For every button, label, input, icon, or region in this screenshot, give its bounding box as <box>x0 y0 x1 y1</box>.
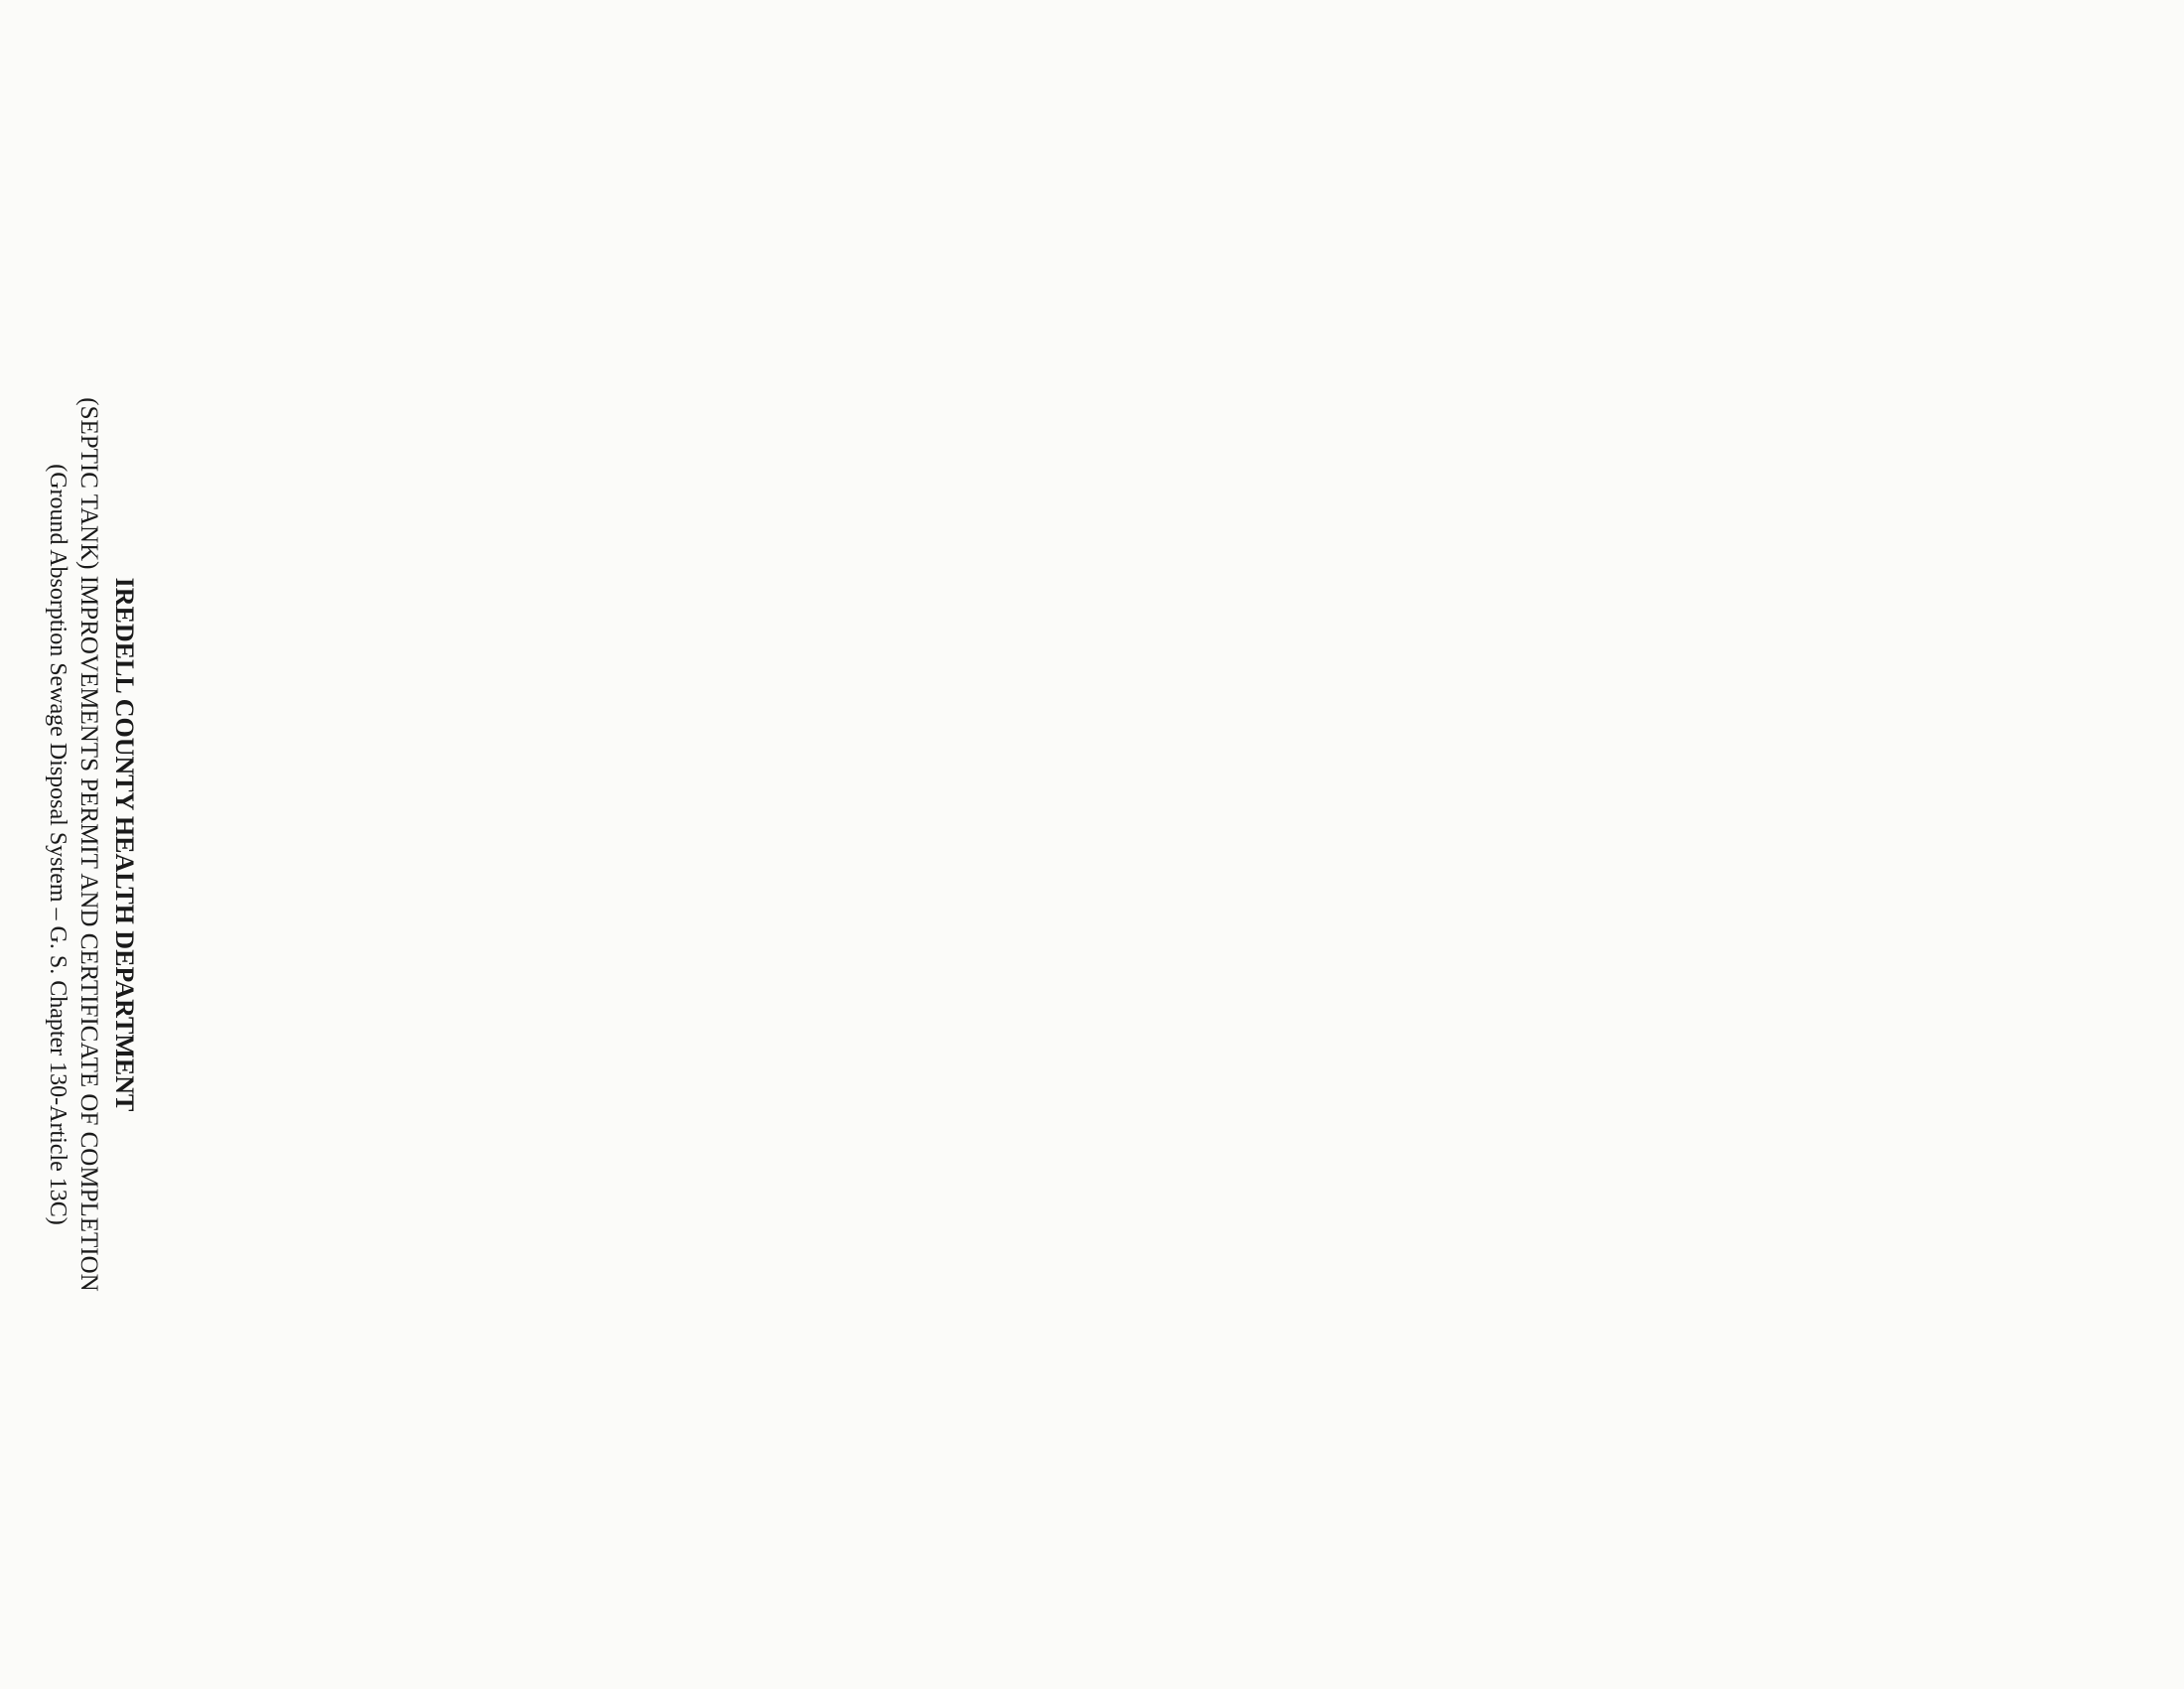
permit-subtitle-2: (Ground Absorption Sewage Disposal System – G. S. Chapter 130-Article 13C) <box>45 464 70 1225</box>
department-title: IREDELL COUNTY HEALTH DEPARTMENT <box>110 577 139 1112</box>
permit-subtitle: (SEPTIC TANK) IMPROVEMENTS PERMIT AND CERTIFICATE OF COMPLETION <box>75 397 102 1292</box>
